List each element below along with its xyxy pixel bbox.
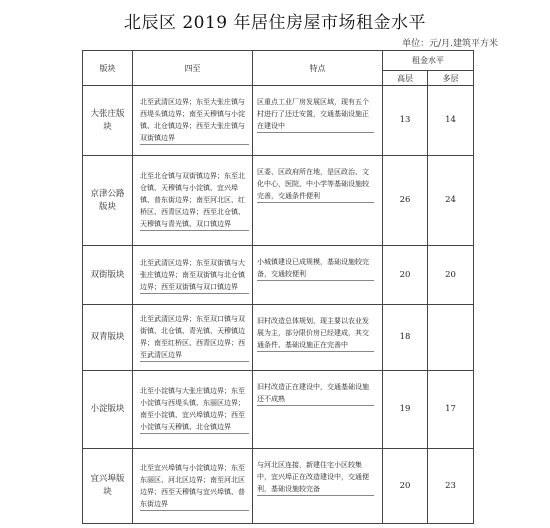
boundary-text: 北至小淀镇与大张庄镇边界；东至小淀镇与西堤头镇、东丽区边界；南至小淀镇、宜兴埠镇边界；西至小淀镇与天穆镇、北仓镇边界: [140, 385, 249, 434]
feature-cell: [253, 371, 383, 449]
boundary-cell: [133, 371, 253, 449]
boundary-cell: [133, 86, 253, 156]
boundary-text: 北至武清区边界；东至双口镇与双街镇、北仓镇、青光镇、天穆镇边界；南至红桥区、西青区边界；西至武清区边界: [140, 313, 249, 362]
rent-multi: 24: [428, 156, 474, 246]
rent-high: 20: [383, 246, 428, 305]
feature-cell: [253, 449, 383, 524]
rent-multi: 17: [428, 371, 474, 449]
header-high: 高层: [383, 71, 428, 86]
table-row: [83, 156, 474, 246]
document-title: 北辰区 2019 年居住房屋市场租金水平: [123, 13, 427, 33]
rent-high: 18: [383, 305, 428, 371]
table-row: [83, 305, 474, 371]
feature-text: 小城镇建设已成规模，基础设施较完备，交通较便利: [257, 256, 374, 281]
rent-multi: [428, 305, 474, 371]
rent-high: 19: [383, 371, 428, 449]
rent-high: 20: [383, 449, 428, 524]
header-multi: 多层: [428, 71, 474, 86]
feature-text: 区委、区政府所在地，是区政治、文化中心，医院、中小学等基础设施较完善，交通条件便利: [257, 166, 374, 203]
rent-high: 26: [383, 156, 428, 246]
header-boundary: 四至: [133, 51, 253, 86]
boundary-text: 北至武清区边界；东至大张庄镇与西堤头镇边界；南至天穆镇与小淀镇、北仓镇边界；西至大张庄镇与双街镇边界: [140, 96, 249, 145]
rent-multi: 23: [428, 449, 474, 524]
block-name: 小淀版块: [83, 371, 133, 449]
feature-text: 旧村改造总体规划，现主要以农业发展为主，部分限价房已经建成，其交通条件、基础设施正在完善中: [257, 315, 374, 352]
feature-cell: [253, 156, 383, 246]
rent-table: [82, 50, 474, 524]
feature-cell: [253, 246, 383, 305]
boundary-text: 北至武清区边界；东至双街镇与大张庄镇边界；南至双街镇与北仓镇边界；西至双街镇与双口镇边界: [140, 257, 249, 294]
feature-text: 旧村改造正在建设中，交通基础设施还不成熟: [257, 381, 374, 406]
rent-high: 13: [383, 86, 428, 156]
boundary-cell: [133, 449, 253, 524]
header-block: 版块: [83, 51, 133, 86]
block-name: 双青版块: [83, 305, 133, 371]
rent-multi: 20: [428, 246, 474, 305]
table-row: [83, 246, 474, 305]
boundary-cell: [133, 305, 253, 371]
table-row: [83, 86, 474, 156]
block-name: 双街版块: [83, 246, 133, 305]
feature-text: 区重点工业厂房发展区域，现有五个村进行了还迁安置，交通基础设施正在建设中: [257, 96, 374, 133]
table-row: [83, 371, 474, 449]
header-feature: 特点: [253, 51, 383, 86]
boundary-text: 北至宜兴埠镇与小淀镇边界；东至东丽区、河北区边界；南至河北区边界；西至天穆镇与宜兴埠镇、普东街边界: [140, 462, 249, 511]
header-rent: 租金水平: [383, 51, 474, 71]
boundary-cell: [133, 246, 253, 305]
block-name: 宜兴埠版块: [83, 449, 133, 524]
feature-cell: [253, 86, 383, 156]
feature-cell: [253, 305, 383, 371]
table-row: [83, 449, 474, 524]
boundary-cell: [133, 156, 253, 246]
rent-multi: 14: [428, 86, 474, 156]
block-name: 京津公路版块: [83, 156, 133, 246]
boundary-text: 北至北仓镇与双街镇边界；东至北仓镇、天穆镇与小淀镇、宜兴埠镇、普东街边界；南至河北区、红桥区、西青区边界；西至北仓镇、天穆镇与青光镇、双口镇边界: [140, 170, 249, 231]
unit-note: 单位：元/月.建筑平方米: [402, 39, 498, 49]
block-name: 大张庄版块: [83, 86, 133, 156]
feature-text: 与河北区连接，新建住宅小区较集中，宜兴埠正在改造建设中，交通便利，基础设施较完备: [257, 459, 374, 496]
